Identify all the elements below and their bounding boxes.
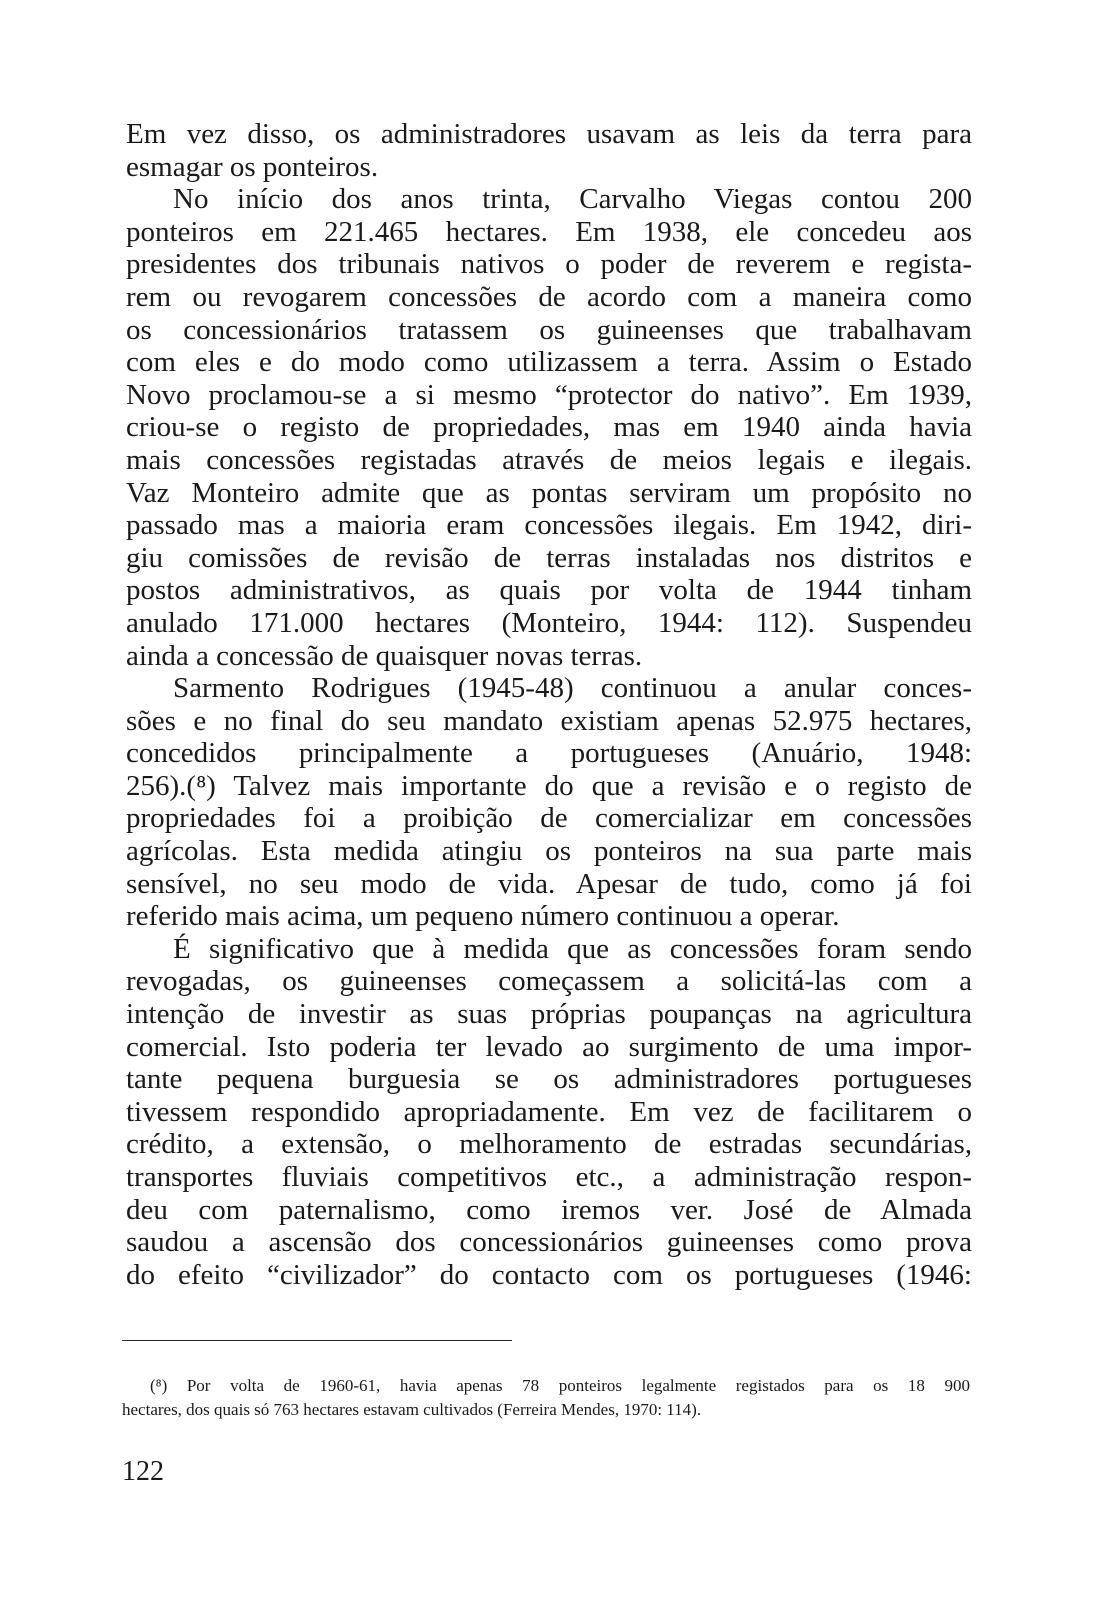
text-line: ponteiros em 221.465 hectares. Em 1938, ele concedeu aos (126, 215, 972, 248)
text-line: Vaz Monteiro admite que as pontas serviram um propósito no (126, 476, 972, 509)
text-line: transportes fluviais competitivos etc., a administração respon- (126, 1161, 972, 1193)
text-line: sões e no final do seu mandato existiam apenas 52.975 hectares, (126, 704, 972, 737)
text-line: os concessionários tratassem os guineenses que trabalhavam (126, 313, 972, 346)
page-number: 122 (122, 1456, 164, 1487)
text-line: tivessem respondido apropriadamente. Em vez de facilitarem o (126, 1095, 972, 1128)
text-line: intenção de investir as suas próprias poupanças na agricultura (126, 998, 972, 1031)
text-line: do efeito “civilizador” do contacto com os portugueses (1946: (126, 1258, 972, 1291)
text-line: anulado 171.000 hectares (Monteiro, 1944: 112). Suspendeu (126, 606, 972, 639)
text-line: deu com paternalismo, como iremos ver. José de Almada (126, 1193, 972, 1226)
text-line: esmagar os ponteiros. (126, 150, 379, 183)
text-line: giu comissões de revisão de terras instaladas nos distritos e (126, 541, 972, 574)
text-line: agrícolas. Esta medida atingiu os ponteiros na sua parte mais (126, 835, 972, 868)
text-line: ainda a concessão de quaisquer novas terras. (126, 639, 643, 672)
text-line: postos administrativos, as quais por volta de 1944 tinham (126, 574, 972, 607)
text-line: sensível, no seu modo de vida. Apesar de tudo, como já foi (126, 867, 972, 900)
text-line: revogadas, os guineenses começassem a solicitá-las com a (126, 965, 972, 998)
text-line: concedidos principalmente a portugueses (Anuário, 1948: (126, 737, 972, 770)
text-line: Sarmento Rodrigues (1945-48) continuou a anular conces- (173, 672, 972, 705)
text-line: rem ou revogarem concessões de acordo com a maneira como (126, 280, 972, 313)
footnote-line: hectares, dos quais só 763 hectares estavam cultivados (Ferreira Mendes, 1970: 114). (122, 1400, 702, 1419)
text-line: tante pequena burguesia se os administradores portugueses (126, 1063, 972, 1096)
text-line: Em vez disso, os administradores usavam as leis da terra para (126, 118, 972, 150)
footnote-line: (⁸) Por volta de 1960-61, havia apenas 78 ponteiros legalmente registados para os 18 900 (150, 1376, 970, 1395)
text-line: crédito, a extensão, o melhoramento de estradas secundárias, (126, 1128, 972, 1161)
text-line: com eles e do modo como utilizassem a terra. Assim o Estado (126, 346, 972, 379)
text-line: comercial. Isto poderia ter levado ao surgimento de uma impor- (126, 1030, 972, 1063)
text-line: propriedades foi a proibição de comercializar em concessões (126, 802, 972, 835)
text-line: mais concessões registadas através de meios legais e ilegais. (126, 443, 972, 476)
main-text (126, 118, 972, 1291)
text-line: saudou a ascensão dos concessionários guineenses como prova (126, 1226, 972, 1259)
footnote (122, 1374, 970, 1422)
footnote-divider (122, 1340, 512, 1341)
text-line: passado mas a maioria eram concessões ilegais. Em 1942, diri- (126, 509, 972, 542)
text-line: No início dos anos trinta, Carvalho Viegas contou 200 (173, 183, 972, 216)
text-line: presidentes dos tribunais nativos o poder de reverem e regista- (126, 248, 972, 281)
text-line: criou-se o registo de propriedades, mas em 1940 ainda havia (126, 411, 972, 444)
text-line: 256).(⁸) Talvez mais importante do que a revisão e o registo de (126, 769, 972, 802)
text-line: É significativo que à medida que as concessões foram sendo (173, 932, 972, 965)
text-line: referido mais acima, um pequeno número continuou a operar. (126, 900, 840, 933)
text-line: Novo proclamou-se a si mesmo “protector do nativo”. Em 1939, (126, 378, 972, 411)
